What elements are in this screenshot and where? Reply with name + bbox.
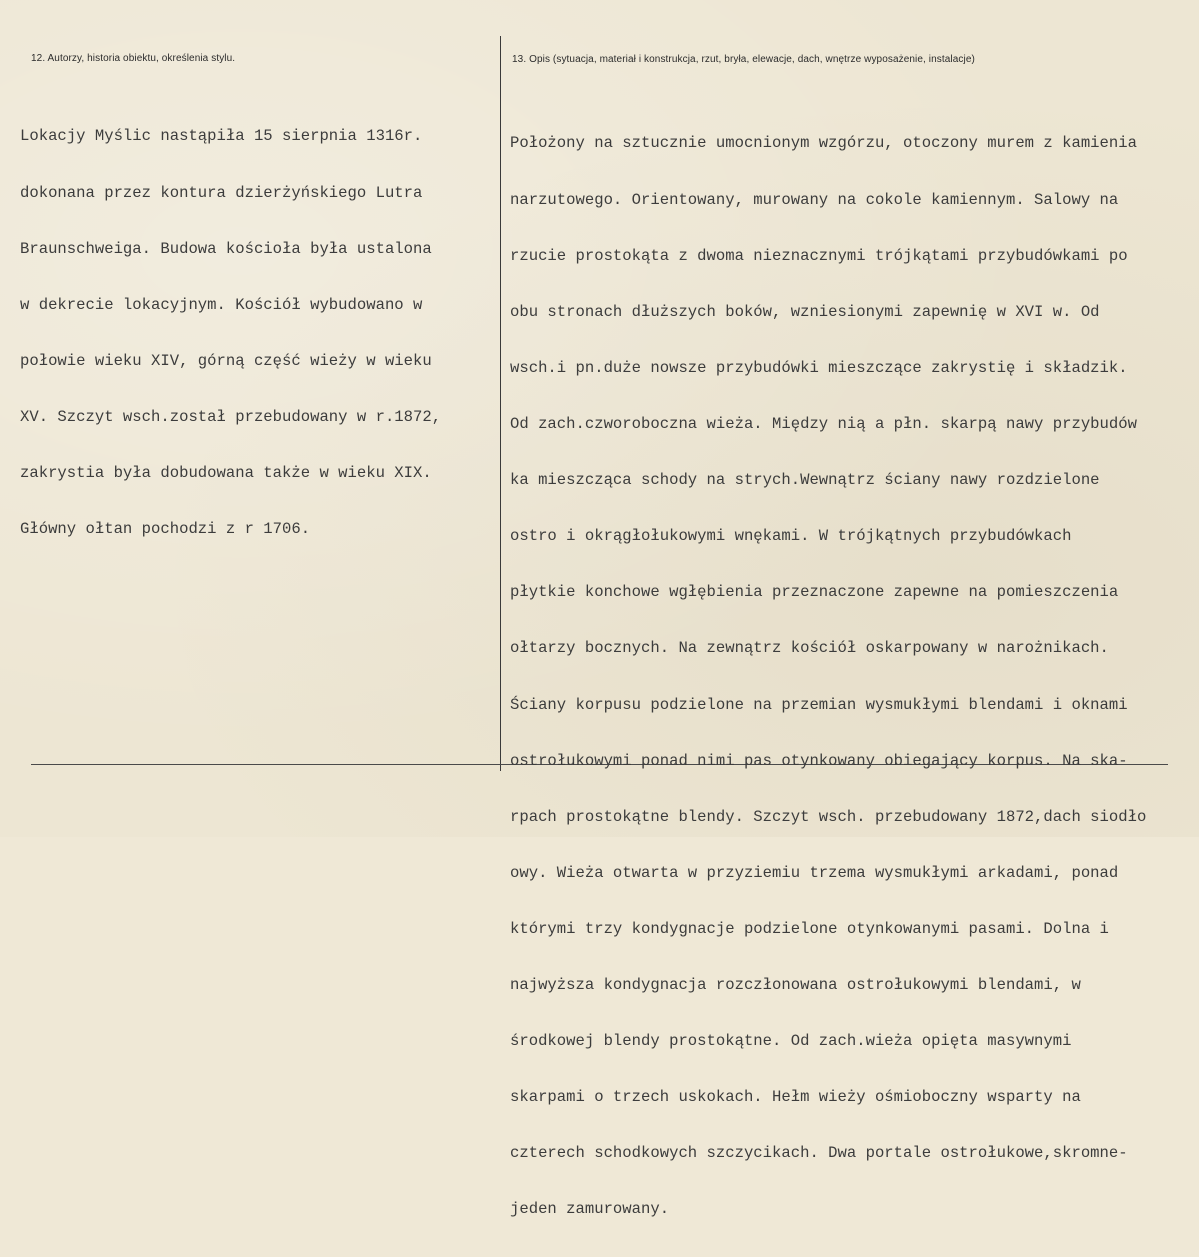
text-line: płytkie konchowe wgłębienia przeznaczone zapewne na pomieszczenia (510, 583, 1119, 602)
column-divider (500, 36, 501, 771)
text-line: narzutowego. Orientowany, murowany na cokole kamiennym. Salowy na (510, 190, 1119, 209)
text-line: Lokacjy Myślic nastąpiła 15 sierpnia 1316r. (20, 127, 423, 146)
text-line: jeden zamurowany. (510, 1200, 670, 1219)
text-line: Braunschweiga. Budowa kościoła była ustalona (20, 239, 432, 258)
section-12-header: 12. Autorzy, historia obiektu, określenia stylu. (31, 53, 236, 64)
bottom-rule-left (31, 764, 500, 765)
text-line: dokonana przez kontura dzierżyńskiego Lutra (20, 183, 423, 202)
text-line: ostro i okrągłołukowymi wnękami. W trójkątnych przybudówkach (510, 527, 1072, 546)
text-line: najwyższa kondygnacja rozczłonowana ostrołukowymi blendami, w (510, 976, 1081, 995)
text-line: zakrystia była dobudowana także w wieku XIX. (20, 464, 432, 483)
text-line: Główny ołtan pochodzi z r 1706. (20, 520, 311, 539)
text-line: czterech schodkowych szczycikach. Dwa portale ostrołukowe,skromne- (510, 1144, 1128, 1163)
text-line: Ściany korpusu podzielone na przemian wysmukłymi blendami i oknami (510, 695, 1128, 714)
text-line: ostrołukowymi ponad nimi pas otynkowany obiegający korpus. Na ska- (510, 751, 1128, 770)
section-13-body (510, 97, 1146, 1257)
text-line: którymi trzy kondygnacje podzielone otynkowanymi pasami. Dolna i (510, 919, 1109, 938)
text-line: ka mieszcząca schody na strych.Wewnątrz ściany nawy rozdzielone (510, 471, 1100, 490)
text-line: obu stronach dłuższych boków, wzniesionymi zapewnię w XVI w. Od (510, 302, 1100, 321)
section-12-body (20, 90, 441, 576)
text-line: XV. Szczyt wsch.został przebudowany w r.1872, (20, 407, 442, 426)
text-line: połowie wieku XIV, górną część wieży w wieku (20, 351, 432, 370)
text-line: środkowej blendy prostokątne. Od zach.wieża opięta masywnymi (510, 1032, 1072, 1051)
text-line: Od zach.czworoboczna wieża. Między nią a płn. skarpą nawy przybudów (510, 414, 1137, 433)
section-13-header: 13. Opis (sytuacja, materiał i konstrukcja, rzut, bryła, elewacje, dach, wnętrze wyposażenie, instalacje) (512, 54, 975, 65)
text-line: ołtarzy bocznych. Na zewnątrz kościół oskarpowany w narożnikach. (510, 639, 1109, 658)
text-line: rzucie prostokąta z dwoma nieznacznymi trójkątami przybudówkami po (510, 246, 1128, 265)
text-line: rpach prostokątne blendy. Szczyt wsch. przebudowany 1872,dach siodło (510, 807, 1147, 826)
text-line: skarpami o trzech uskokach. Hełm wieży ośmioboczny wsparty na (510, 1088, 1081, 1107)
text-line: wsch.i pn.duże nowsze przybudówki mieszczące zakrystię i składzik. (510, 358, 1128, 377)
text-line: w dekrecie lokacyjnym. Kościół wybudowano w (20, 295, 423, 314)
text-line: owy. Wieża otwarta w przyziemiu trzema wysmukłymi arkadami, ponad (510, 863, 1119, 882)
text-line: Położony na sztucznie umocnionym wzgórzu, otoczony murem z kamienia (510, 134, 1137, 153)
